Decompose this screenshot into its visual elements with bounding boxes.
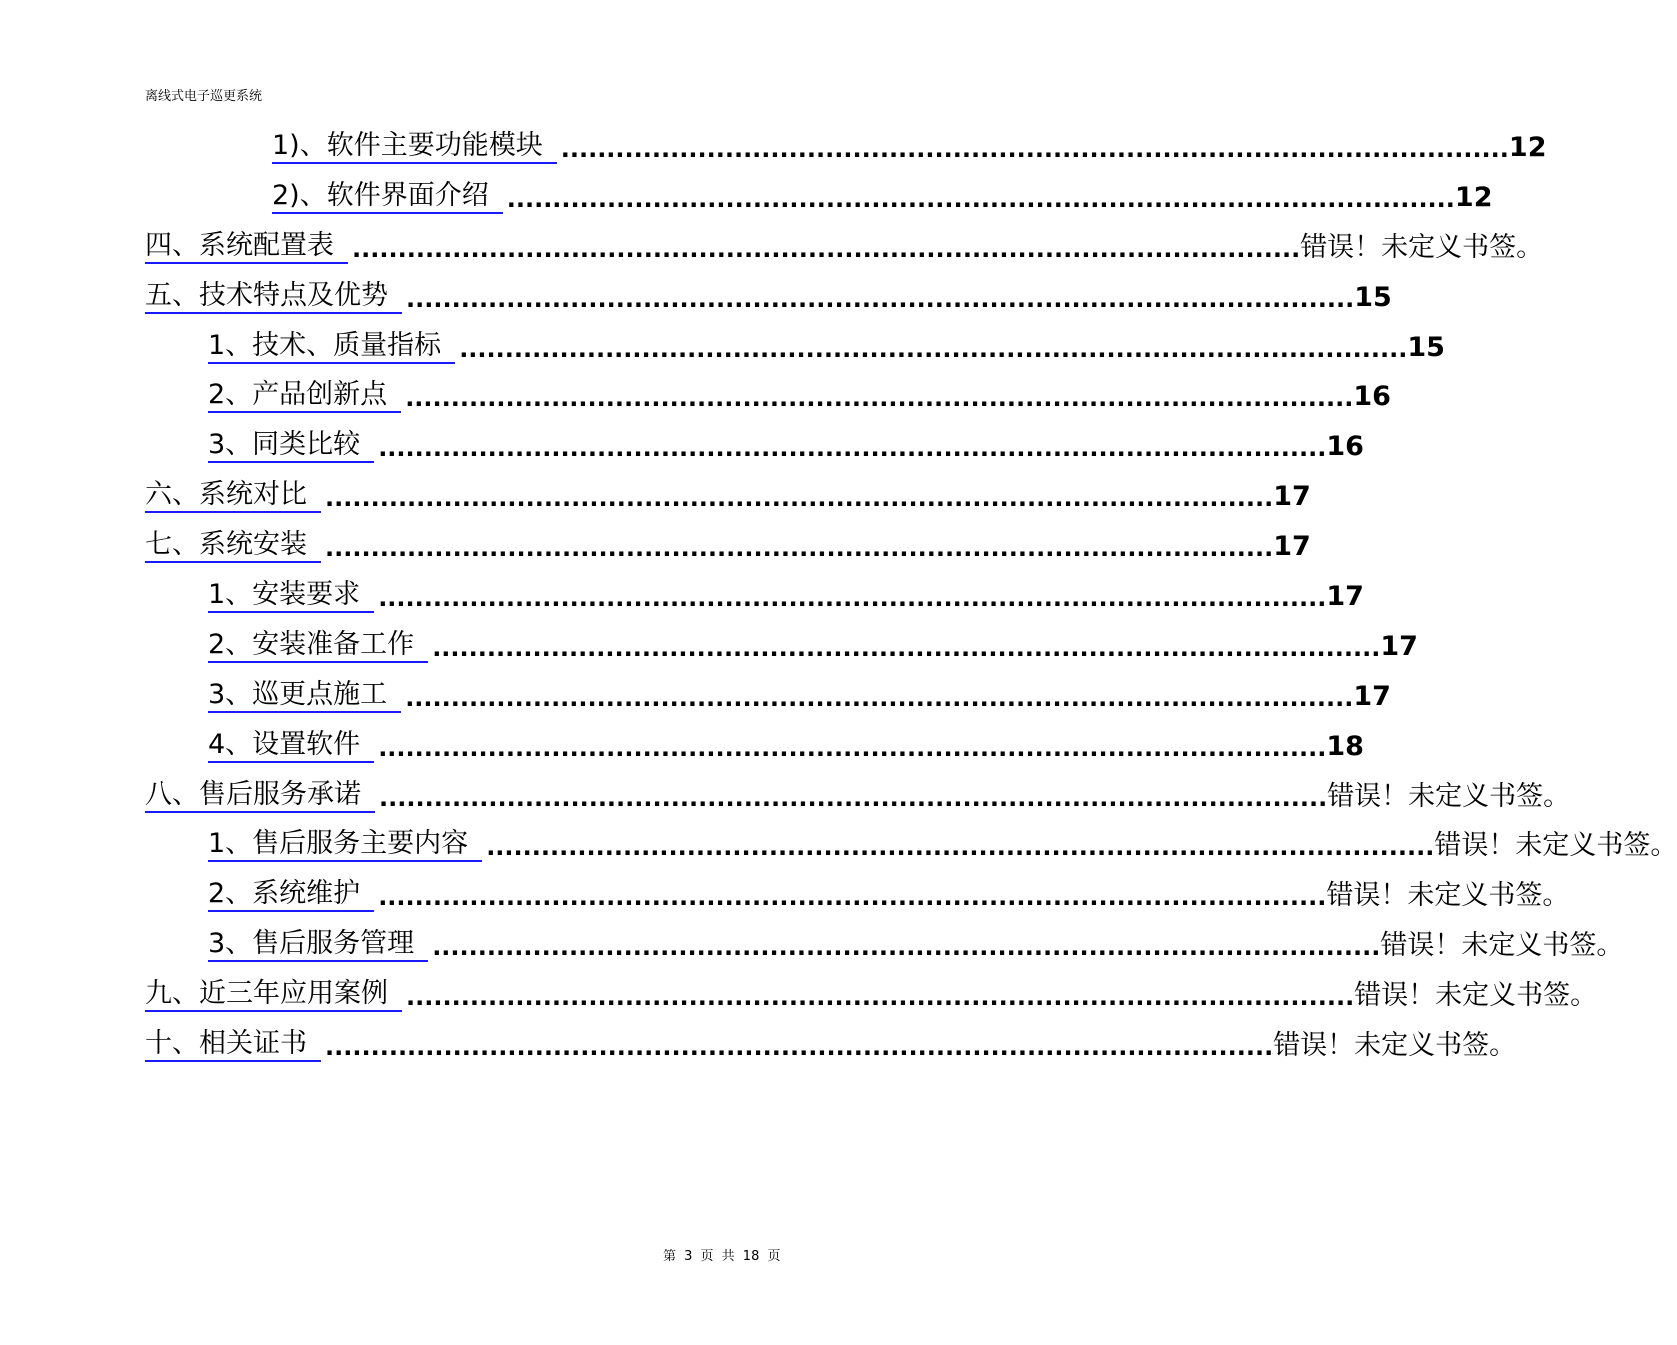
toc-entry[interactable] xyxy=(145,274,1392,314)
toc-entry-leader: ........................................................................................................ xyxy=(352,235,1301,263)
toc-entry-page: 12 xyxy=(1508,132,1547,163)
toc-entry-title[interactable]: 2、系统维护 xyxy=(208,878,374,912)
page-footer: 第 3 页 共 18 页 xyxy=(663,1249,781,1264)
toc-entry-title[interactable]: 2)、软件界面介绍 xyxy=(272,180,503,214)
toc-entry-page: 错误！未定义书签。 xyxy=(1434,830,1677,861)
toc-entry-title[interactable]: 四、系统配置表 xyxy=(145,230,348,264)
toc-entry-page: 18 xyxy=(1326,731,1364,762)
toc-entry[interactable] xyxy=(208,573,1364,613)
toc-entry-leader: ........................................................................................................ xyxy=(432,933,1381,961)
toc-entry-title[interactable]: 十、相关证书 xyxy=(145,1028,321,1062)
toc-entry-title[interactable]: 1、安装要求 xyxy=(208,579,374,613)
toc-entry-title[interactable]: 1、技术、质量指标 xyxy=(208,330,455,364)
toc-entry[interactable] xyxy=(145,773,1571,813)
toc-entry-page: 17 xyxy=(1273,531,1311,562)
toc-entry-page: 错误！未定义书签。 xyxy=(1327,781,1571,812)
toc-entry-leader: ........................................................................................................ xyxy=(378,584,1327,612)
toc-entry-leader: ........................................................................................................ xyxy=(506,185,1455,213)
toc-entry-page: 17 xyxy=(1273,481,1311,512)
toc-entry[interactable] xyxy=(208,324,1445,364)
toc-entry-page: 错误！未定义书签。 xyxy=(1354,980,1598,1011)
toc-entry-page: 16 xyxy=(1326,431,1364,462)
toc-entry-page: 错误！未定义书签。 xyxy=(1300,232,1544,263)
toc-entry-title[interactable]: 五、技术特点及优势 xyxy=(145,280,402,314)
toc-entry-leader: ........................................................................................................ xyxy=(379,784,1328,812)
toc-entry-title[interactable]: 八、售后服务承诺 xyxy=(145,779,375,813)
toc-entry[interactable] xyxy=(208,423,1364,463)
toc-entry-page: 错误！未定义书签。 xyxy=(1273,1030,1517,1061)
toc-entry[interactable] xyxy=(208,673,1391,713)
toc-entry-title[interactable]: 2、安装准备工作 xyxy=(208,629,428,663)
toc-entry-page: 17 xyxy=(1353,681,1391,712)
toc-entry[interactable] xyxy=(208,623,1418,663)
page-header: 离线式电子巡更系统 xyxy=(145,89,263,104)
toc-entry[interactable] xyxy=(208,723,1364,763)
toc-entry-leader: ........................................................................................................ xyxy=(405,384,1354,412)
toc-entry[interactable] xyxy=(145,224,1544,264)
toc-entry-title[interactable]: 3、售后服务管理 xyxy=(208,928,428,962)
toc-entry-leader: ........................................................................................................ xyxy=(325,534,1274,562)
toc-entry-leader: ........................................................................................................ xyxy=(325,1033,1274,1061)
toc-entry[interactable] xyxy=(145,523,1311,563)
toc-entry[interactable] xyxy=(208,373,1391,413)
toc-entry[interactable] xyxy=(208,822,1677,862)
toc-entry[interactable] xyxy=(208,922,1624,962)
toc-entry-page: 17 xyxy=(1380,631,1418,662)
toc-entry-page: 17 xyxy=(1326,581,1364,612)
toc-entry-leader: ........................................................................................................ xyxy=(459,335,1408,363)
toc-entry-title[interactable]: 1、售后服务主要内容 xyxy=(208,828,482,862)
toc-entry-page: 12 xyxy=(1454,182,1493,213)
toc-entry-page: 15 xyxy=(1354,282,1392,313)
toc-entry-title[interactable]: 3、巡更点施工 xyxy=(208,679,401,713)
toc-entry[interactable] xyxy=(145,1022,1517,1062)
toc-entry-page: 15 xyxy=(1407,332,1445,363)
toc-entry-leader: ........................................................................................................ xyxy=(378,434,1327,462)
toc-entry-title[interactable]: 2、产品创新点 xyxy=(208,379,401,413)
toc-entry-page: 错误！未定义书签。 xyxy=(1380,930,1624,961)
toc-entry-leader: ........................................................................................................ xyxy=(432,634,1381,662)
toc-entry-leader: ........................................................................................................ xyxy=(325,484,1274,512)
toc-entry-leader: ........................................................................................................ xyxy=(406,983,1355,1011)
toc-entry[interactable] xyxy=(272,124,1547,164)
toc-entry-title[interactable]: 4、设置软件 xyxy=(208,729,374,763)
toc-entry-title[interactable]: 3、同类比较 xyxy=(208,429,374,463)
toc-entry-leader: ........................................................................................................ xyxy=(486,833,1435,861)
toc-entry-leader: ........................................................................................................ xyxy=(378,883,1327,911)
toc-entry[interactable] xyxy=(145,473,1311,513)
toc-entry[interactable] xyxy=(145,972,1598,1012)
toc-entry[interactable] xyxy=(208,872,1570,912)
toc-entry-title[interactable]: 七、系统安装 xyxy=(145,529,321,563)
toc-entry-page: 16 xyxy=(1353,381,1391,412)
toc-entry-leader: ........................................................................................................ xyxy=(406,285,1355,313)
toc-entry-title[interactable]: 九、近三年应用案例 xyxy=(145,978,402,1012)
toc-entry-title[interactable]: 1)、软件主要功能模块 xyxy=(272,130,557,164)
toc-entry-leader: ........................................................................................................ xyxy=(405,684,1354,712)
toc-entry-page: 错误！未定义书签。 xyxy=(1326,880,1570,911)
toc-entry-leader: ........................................................................................................ xyxy=(560,135,1509,163)
toc-entry[interactable] xyxy=(272,174,1493,214)
toc-entry-leader: ........................................................................................................ xyxy=(378,734,1327,762)
toc-entry-title[interactable]: 六、系统对比 xyxy=(145,479,321,513)
